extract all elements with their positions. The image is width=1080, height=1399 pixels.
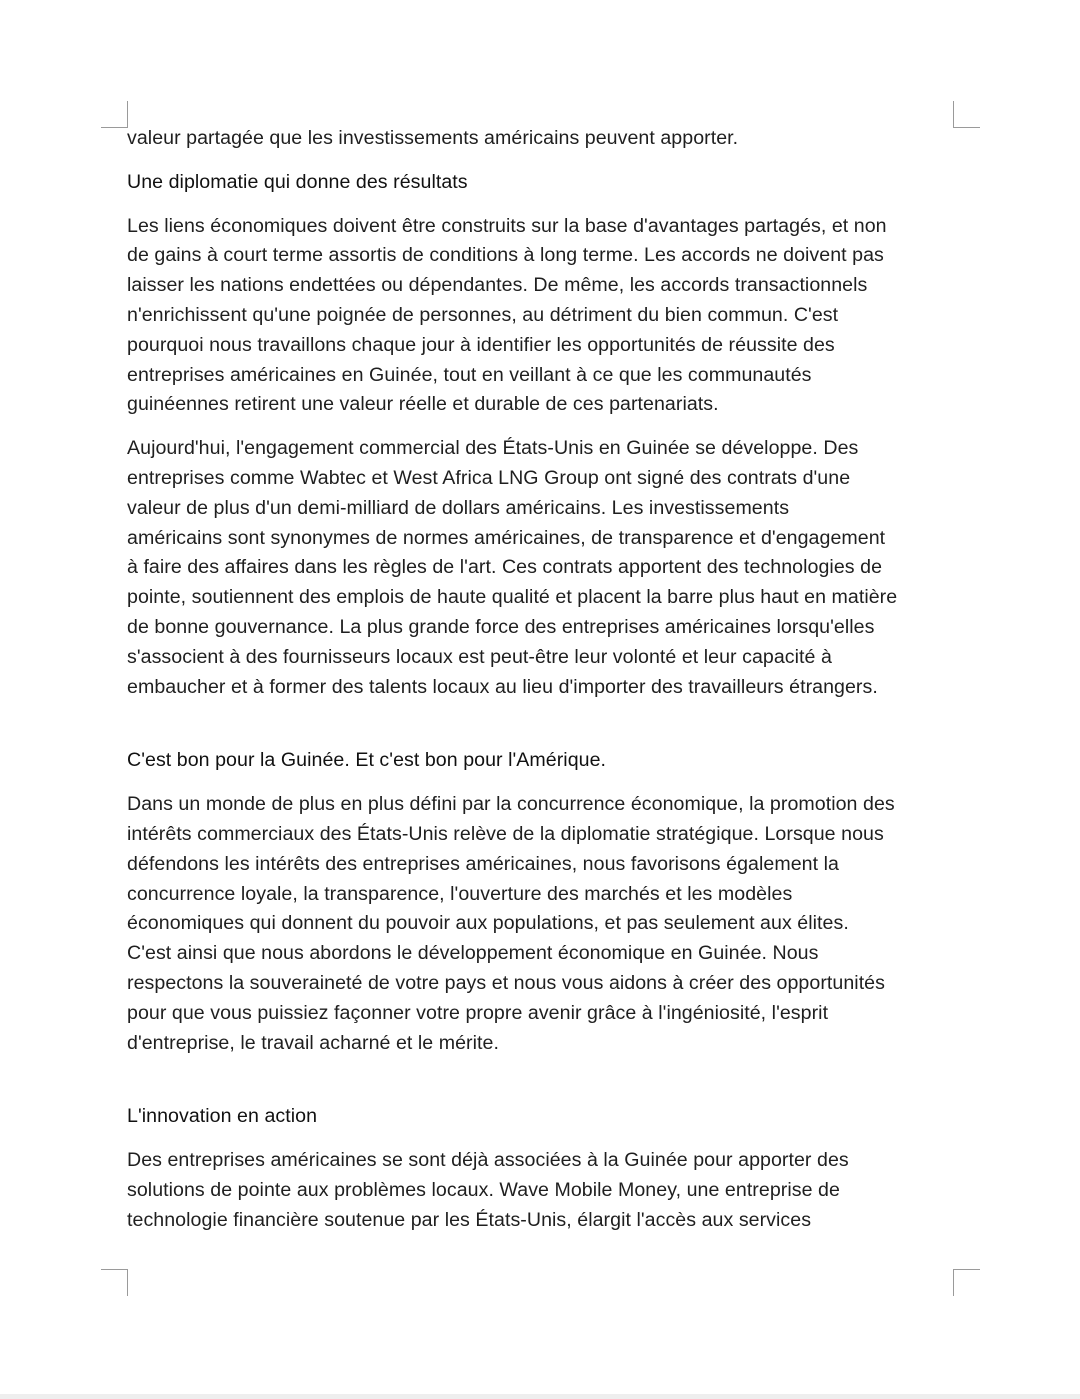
text-line: américains sont synonymes de normes américaines, de transparence et d'engagement bbox=[127, 526, 886, 549]
text-line: Aujourd'hui, l'engagement commercial des États-Unis en Guinée se développe. Des bbox=[127, 437, 859, 460]
heading-innovation-in-action: L'innovation en action bbox=[127, 1105, 318, 1128]
paragraph-intro-end bbox=[127, 124, 967, 154]
text-line: pointe, soutiennent des emplois de haute qualité et placent la barre plus haut en matière bbox=[127, 586, 898, 609]
text-line: de bonne gouvernance. La plus grande force des entreprises américaines lorsqu'elles bbox=[127, 615, 875, 638]
paragraph-commercial-engagement bbox=[127, 434, 967, 702]
text-line: Dans un monde de plus en plus défini par la concurrence économique, la promotion des bbox=[127, 793, 895, 816]
text-line: laisser les nations endettées ou dépendantes. De même, les accords transactionnels bbox=[127, 274, 868, 297]
text-line: concurrence loyale, la transparence, l'ouverture des marchés et les modèles bbox=[127, 882, 793, 905]
text-line: C'est ainsi que nous abordons le développement économique en Guinée. Nous bbox=[127, 942, 819, 965]
text-line: respectons la souveraineté de votre pays et nous vous aidons à créer des opportunités bbox=[127, 971, 885, 994]
text-line: embaucher et à former des talents locaux au lieu d'importer des travailleurs étrangers. bbox=[127, 675, 878, 698]
text-line: défendons les intérêts des entreprises américaines, nous favorisons également la bbox=[127, 852, 839, 875]
text-line: intérêts commerciaux des États-Unis relève de la diplomatie stratégique. Lorsque nous bbox=[127, 822, 884, 845]
text-line: à faire des affaires dans les règles de l'art. Ces contrats apportent des technologies de bbox=[127, 556, 883, 579]
document-body bbox=[127, 124, 967, 1236]
text-line: valeur partagée que les investissements américains peuvent apporter. bbox=[127, 127, 739, 149]
text-line: pourquoi nous travaillons chaque jour à identifier les opportunités de réussite des bbox=[127, 333, 835, 356]
page-corner-mark-bottom-right bbox=[953, 1269, 980, 1296]
paragraph-innovation bbox=[127, 1146, 967, 1235]
text-line: pour que vous puissiez façonner votre propre avenir grâce à l'ingéniosité, l'esprit bbox=[127, 1001, 829, 1024]
text-line: technologie financière soutenue par les États-Unis, élargit l'accès aux services bbox=[127, 1208, 812, 1231]
paragraph-economic-competition bbox=[127, 790, 967, 1058]
paragraph-economic-ties bbox=[127, 212, 967, 421]
text-line: de gains à court terme assortis de conditions à long terme. Les accords ne doivent pas bbox=[127, 244, 884, 267]
text-line: solutions de pointe aux problèmes locaux. Wave Mobile Money, une entreprise de bbox=[127, 1178, 840, 1201]
text-line: Des entreprises américaines se sont déjà associées à la Guinée pour apporter des bbox=[127, 1149, 849, 1172]
text-line: valeur de plus d'un demi-milliard de dollars américains. Les investissements bbox=[127, 496, 790, 519]
text-line: guinéennes retirent une valeur réelle et durable de ces partenariats. bbox=[127, 393, 719, 416]
text-line: entreprises américaines en Guinée, tout en veillant à ce que les communautés bbox=[127, 363, 812, 386]
text-line: n'enrichissent qu'une poignée de personnes, au détriment du bien commun. C'est bbox=[127, 303, 839, 326]
page-corner-mark-top-left bbox=[101, 101, 128, 128]
text-line: s'associent à des fournisseurs locaux est peut-être leur volonté et leur capacité à bbox=[127, 645, 832, 668]
heading-good-for-guinea: C'est bon pour la Guinée. Et c'est bon pour l'Amérique. bbox=[127, 749, 607, 772]
page-corner-mark-bottom-left bbox=[101, 1269, 128, 1296]
text-line: d'entreprise, le travail acharné et le mérite. bbox=[127, 1031, 499, 1054]
text-line: économiques qui donnent du pouvoir aux populations, et pas seulement aux élites. bbox=[127, 912, 849, 935]
text-line: entreprises comme Wabtec et West Africa LNG Group ont signé des contrats d'une bbox=[127, 466, 851, 489]
text-line: Les liens économiques doivent être construits sur la base d'avantages partagés, et non bbox=[127, 214, 887, 237]
heading-diplomacy-results: Une diplomatie qui donne des résultats bbox=[127, 170, 468, 193]
page-bottom-edge bbox=[0, 1394, 1080, 1399]
